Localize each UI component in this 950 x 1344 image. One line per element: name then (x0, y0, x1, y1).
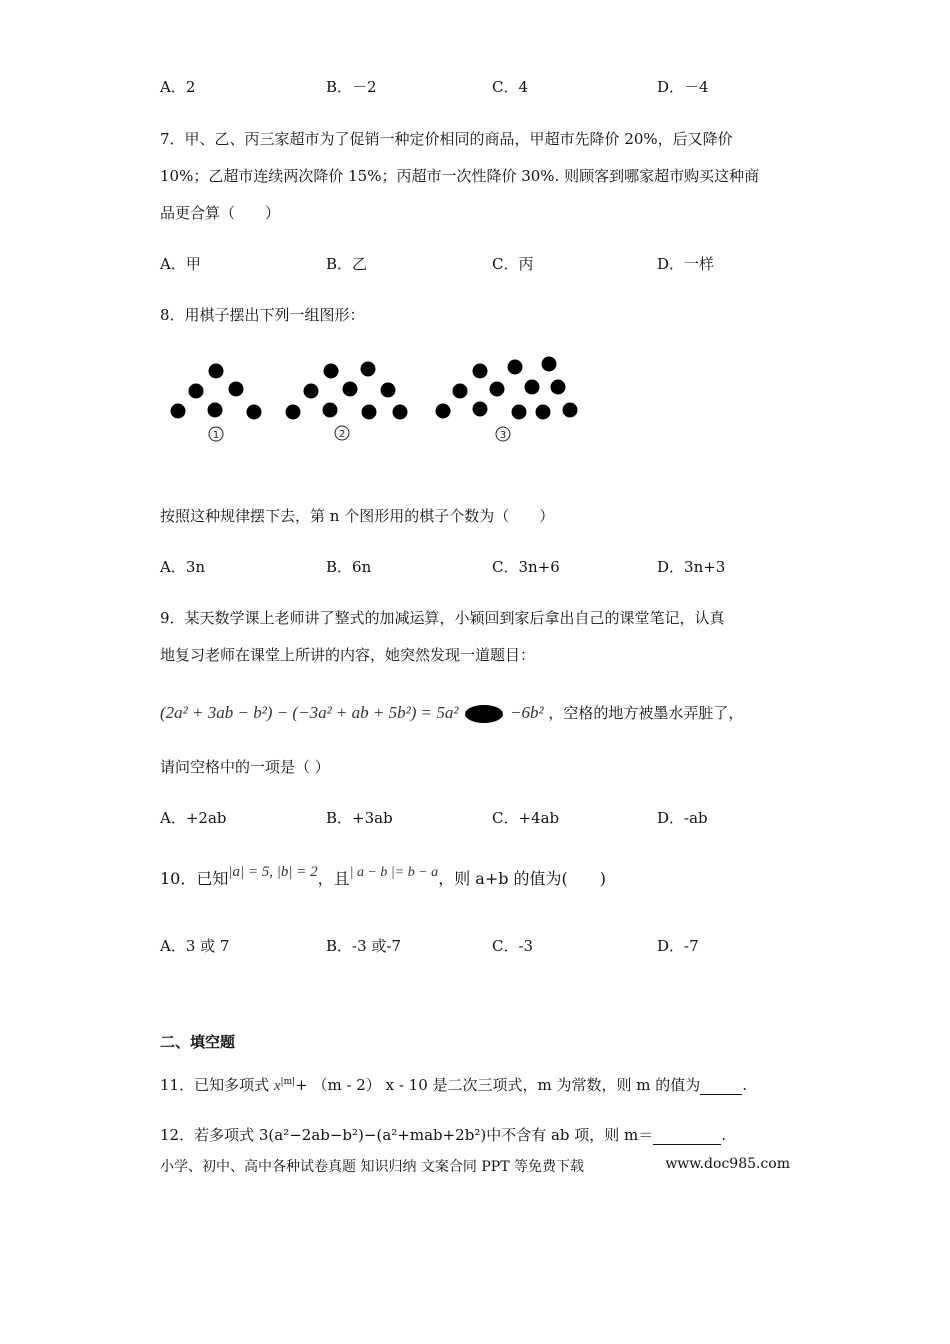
figure-label-3: 3 (499, 430, 507, 441)
q8-option-c: C．3n+6 (492, 558, 560, 576)
q9-line-2: 地复习老师在课堂上所讲的内容，她突然发现一道题目： (160, 646, 536, 664)
q8-question (160, 505, 554, 526)
q9-options (160, 807, 800, 831)
q6-option-d: D．－4 (657, 78, 709, 96)
q7-option-b: B．乙 (326, 255, 368, 273)
footer (160, 1156, 790, 1176)
section-2-title: 二、填空题 (160, 1033, 236, 1051)
q9-line-4: 请问空格中的一项是（ ） (160, 758, 330, 776)
figure-label-1: 1 (212, 430, 220, 441)
q10-option-d: D．-7 (657, 937, 699, 955)
figure-2 (286, 362, 408, 420)
q9-option-a: A．+2ab (160, 809, 227, 827)
q9-option-c: C．+4ab (492, 809, 560, 827)
q11-part-1: 11．已知多项式 (160, 1076, 274, 1094)
q7-line-2: 10%；乙超市连续两次降价 15%；丙超市一次性降价 30%. 则顾客到哪家超市购买这种商 (160, 167, 760, 185)
q12-line (160, 1124, 726, 1145)
q9-option-b: B．+3ab (326, 809, 393, 827)
q10-cond-2: | a − b |= b − a (349, 865, 439, 880)
q9-option-d: D．-ab (657, 809, 708, 827)
q6-options (160, 76, 800, 100)
q9-formula-line (160, 702, 743, 723)
q7-line-3: 品更合算（ ） (160, 204, 281, 222)
q11-exponent: |m| (280, 1077, 296, 1087)
q6-option-a: A．2 (160, 78, 196, 96)
q6-option-b: B．－2 (326, 78, 377, 96)
q7-options (160, 253, 800, 277)
q8-option-a: A．3n (160, 558, 206, 576)
q10-mid: ，且 (317, 869, 350, 888)
q10-cond-1: |a| = 5, |b| = 2 (228, 864, 318, 880)
q8-stem: 8．用棋子摆出下列一组图形： (160, 306, 365, 324)
footer-url[interactable]: www.doc985.com (665, 1156, 790, 1172)
q11-answer-blank[interactable] (700, 1076, 742, 1095)
q7-option-d: D．一样 (657, 255, 715, 273)
q6-option-c: C．4 (492, 78, 529, 96)
q9-formula-tail: ，空格的地方被墨水弄脏了， (548, 704, 744, 722)
q9-formula-left: (2a² + 3ab − b²) − (−3a² + ab + 5b²) = 5a² (160, 703, 459, 722)
q10-option-b: B．-3 或-7 (326, 937, 402, 955)
q10-suffix: ，则 a+b 的值为( ) (438, 869, 607, 888)
q8-options (160, 556, 800, 580)
q11-var-x: x (273, 1078, 281, 1094)
q10-option-a: A．3 或 7 (160, 937, 230, 955)
q7-option-c: C．丙 (492, 255, 534, 273)
q7-option-a: A．甲 (160, 255, 201, 273)
q9-formula-right: −6b² (510, 703, 544, 722)
ink-blot (465, 705, 503, 723)
q8-figure (160, 350, 590, 450)
q8-option-b: B．6n (326, 558, 372, 576)
q12-part-1: 12．若多项式 3(a²−2ab−b²)−(a²+mab+2b²)中不含有 ab 项，则 m＝ (160, 1126, 654, 1144)
q10-line (160, 866, 606, 889)
q10-option-c: C．-3 (492, 937, 534, 955)
q10-options (160, 935, 800, 959)
q12-answer-blank[interactable] (653, 1126, 721, 1145)
q11-line (160, 1074, 747, 1095)
q9-line-1: 9．某天数学课上老师讲了整式的加减运算，小颖回到家后拿出自己的课堂笔记，认真 (160, 609, 725, 627)
q10-prefix: 10．已知 (160, 869, 229, 888)
q8-question-text: 按照这种规律摆下去，第 n 个图形用的棋子个数为（ ） (160, 507, 555, 525)
footer-text: 小学、初中、高中各种试卷真题 知识归纳 文案合同 PPT 等免费下载 (160, 1159, 584, 1175)
figure-1 (171, 364, 262, 420)
q8-option-d: D．3n+3 (657, 558, 726, 576)
figure-3 (436, 357, 578, 420)
q12-part-2: . (721, 1126, 727, 1144)
q7-line-1: 7．甲、乙、丙三家超市为了促销一种定价相同的商品，甲超市先降价 20%，后又降价 (160, 130, 733, 148)
q11-part-3: . (742, 1076, 748, 1094)
figure-label-2: 2 (338, 429, 346, 440)
q11-part-2: + （m - 2） x - 10 是二次三项式，m 为常数，则 m 的值为 (295, 1076, 701, 1094)
